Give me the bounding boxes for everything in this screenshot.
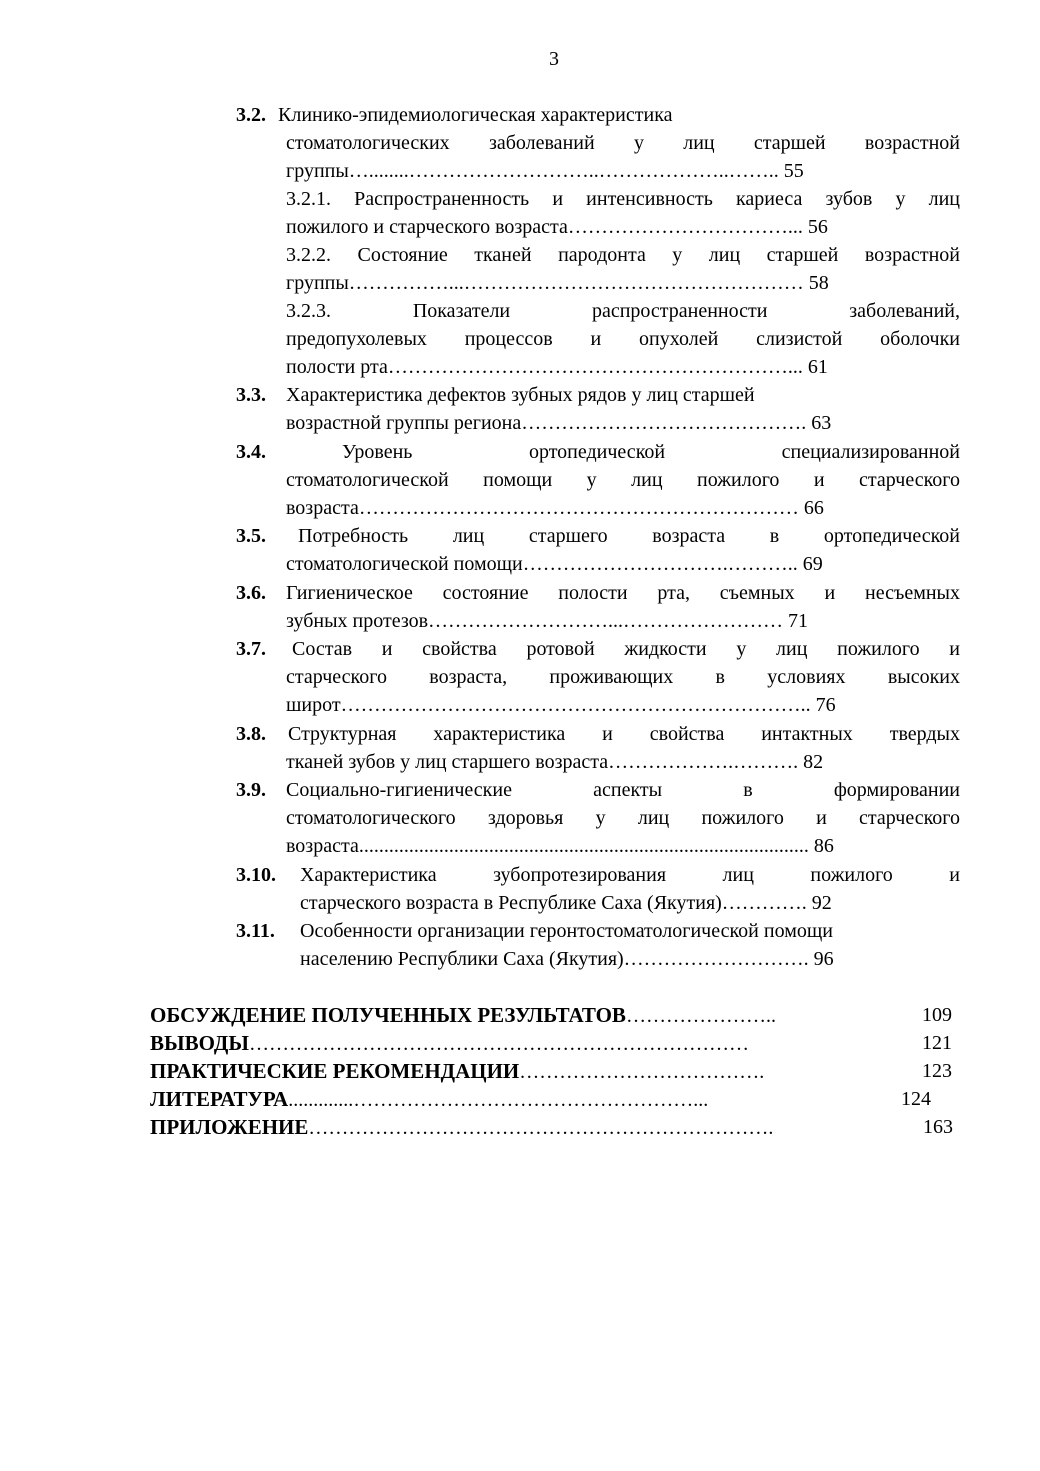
toc-entry-number: 3.8.	[236, 723, 266, 745]
toc-final-page: 121	[922, 1032, 952, 1054]
toc-entry-text: группы…........………………………..………………..…….. 55	[286, 160, 804, 183]
toc-entry-text: предопухолевых процессов и опухолей слизистой оболочки	[286, 328, 960, 351]
toc-entry-number: 3.3.	[236, 384, 266, 406]
toc-entry-text: группы……………...…………………………………………… 58	[286, 272, 829, 295]
toc-entry-number: 3.2.	[236, 104, 266, 126]
toc-entry-3-4	[236, 438, 960, 523]
toc-entry-text: стоматологической помощи у лиц пожилого и старческого	[286, 469, 960, 492]
toc-final-page: 124	[901, 1088, 931, 1110]
toc-entry-3-8	[236, 720, 960, 776]
toc-entry-number: 3.5.	[236, 525, 266, 547]
toc-final-discussion	[150, 1001, 952, 1030]
toc-entry-text: 3.2.3. Показатели распространенности заболеваний,	[286, 300, 960, 322]
toc-final-dots: …………………..	[625, 1005, 776, 1027]
toc-final-title: ВЫВОДЫ	[150, 1031, 249, 1055]
toc-final-title: ЛИТЕРАТУРА	[150, 1087, 289, 1111]
toc-entry-3-10	[236, 861, 960, 917]
toc-final-page: 163	[923, 1116, 953, 1138]
toc-entry-text: старческого возраста, проживающих в условиях высоких	[286, 666, 960, 689]
toc-entry-text: стоматологической помощи………………………….……….. 69	[286, 553, 823, 576]
toc-final-dots: .............……………………………………………...	[288, 1089, 709, 1111]
toc-entry-text: Состав и свойства ротовой жидкости у лиц пожилого и	[292, 638, 960, 660]
toc-entry-text: 3.2.2. Состояние тканей пародонта у лиц старшей возрастной	[286, 244, 960, 266]
toc-final-title: ОБСУЖДЕНИЕ ПОЛУЧЕННЫХ РЕЗУЛЬТАТОВ	[150, 1003, 626, 1027]
toc-entry-text: тканей зубов у лиц старшего возраста……………….………. 82	[286, 751, 824, 774]
toc-entry-number: 3.10.	[236, 864, 276, 886]
toc-entry-text: зубных протезов………………………...…………………… 71	[286, 610, 809, 633]
toc-final-title: ПРАКТИЧЕСКИЕ РЕКОМЕНДАЦИИ	[150, 1059, 520, 1083]
toc-final-page: 123	[922, 1060, 952, 1082]
toc-final-page: 109	[922, 1004, 952, 1026]
toc-final-dots: …………………………………………………………….	[308, 1117, 774, 1139]
toc-final-dots: ……………………………….	[519, 1061, 765, 1083]
toc-entry-text: населению Республики Саха (Якутия)………………………. 96	[300, 948, 834, 971]
toc-entry-text: 3.2.1. Распространенность и интенсивность кариеса зубов у лиц	[286, 188, 960, 210]
toc-entry-3-3	[236, 381, 960, 437]
toc-entry-3-2-3	[286, 297, 960, 382]
toc-entry-text: Особенности организации геронтостоматологической помощи	[300, 920, 833, 942]
toc-entry-number: 3.6.	[236, 582, 266, 604]
page-number: 3	[549, 48, 559, 70]
toc-entry-text: возраста………………………………………………………… 66	[286, 497, 824, 520]
toc-entry-3-7	[236, 635, 960, 720]
toc-final-recommendations	[150, 1057, 952, 1086]
toc-entry-3-2-2	[286, 241, 960, 297]
toc-entry-text: Потребность лиц старшего возраста в ортопедической	[298, 525, 960, 547]
toc-final-appendix	[150, 1113, 953, 1142]
toc-entry-number: 3.7.	[236, 638, 266, 660]
toc-entry-text: Гигиеническое состояние полости рта, съемных и несъемных	[286, 582, 960, 604]
toc-entry-3-2-1	[286, 185, 960, 241]
toc-entry-3-9	[236, 776, 960, 861]
toc-entry-text: возрастной группы региона……………………………………. 63	[286, 412, 832, 435]
toc-entry-3-11	[236, 917, 960, 973]
toc-final-title: ПРИЛОЖЕНИЕ	[150, 1115, 309, 1139]
toc-entry-text: Характеристика дефектов зубных рядов у лиц старшей	[286, 384, 755, 406]
toc-entry-number: 3.11.	[236, 920, 275, 942]
toc-entry-text: широт…………………………………………………………….. 76	[286, 694, 836, 717]
toc-final-conclusions	[150, 1029, 952, 1058]
toc-entry-text: стоматологических заболеваний у лиц старшей возрастной	[286, 132, 960, 155]
toc-entry-text: полости рта……………………………………………………... 61	[286, 356, 828, 379]
toc-entry-text: Уровень ортопедической специализированной	[342, 441, 960, 463]
toc-entry-text: Социально-гигиенические аспекты в формировании	[286, 779, 960, 801]
toc-entry-3-6	[236, 579, 960, 635]
toc-final-literature	[150, 1085, 931, 1114]
toc-entry-3-5	[236, 522, 960, 578]
toc-entry-text: возраста.......................................................................................... 86	[286, 835, 834, 858]
toc-entry-text: Характеристика зубопротезирования лиц пожилого и	[300, 864, 960, 886]
toc-entry-text: стоматологического здоровья у лиц пожилого и старческого	[286, 807, 960, 830]
toc-entry-text: Структурная характеристика и свойства интактных твердых	[288, 723, 960, 745]
toc-entry-number: 3.4.	[236, 441, 266, 463]
toc-entry-3-2	[236, 101, 960, 186]
toc-entry-number: 3.9.	[236, 779, 266, 801]
toc-entry-text: старческого возраста в Республике Саха (Якутия)…………. 92	[300, 892, 832, 915]
toc-entry-text: Клинико-эпидемиологическая характеристика	[278, 104, 673, 126]
toc-final-dots: …………………………………………………………………	[249, 1033, 749, 1055]
toc-entry-text: пожилого и старческого возраста……………………………... 56	[286, 216, 828, 239]
